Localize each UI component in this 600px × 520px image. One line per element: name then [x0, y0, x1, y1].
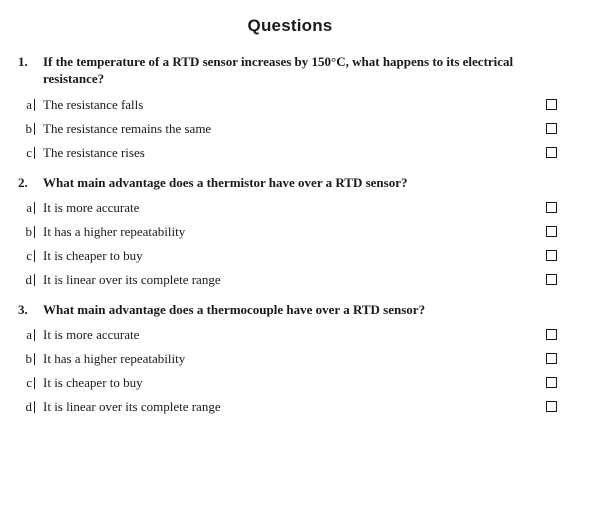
option-letter: d: [25, 272, 32, 287]
option-letter: c: [26, 145, 32, 160]
option-list: [18, 196, 578, 292]
option-letter: b: [25, 224, 32, 239]
question-number: 2.: [18, 175, 28, 190]
option-2a[interactable]: [18, 196, 578, 220]
option-3a[interactable]: [18, 323, 578, 347]
question-3: [18, 301, 578, 419]
question-header: [18, 301, 578, 318]
option-2b[interactable]: [18, 220, 578, 244]
option-2d[interactable]: [18, 268, 578, 292]
option-divider: [34, 377, 35, 389]
answer-checkbox[interactable]: [546, 250, 557, 261]
option-letter: b: [25, 121, 32, 136]
answer-checkbox[interactable]: [546, 226, 557, 237]
option-1c[interactable]: [18, 141, 578, 165]
question-1: [18, 53, 578, 165]
option-2c[interactable]: [18, 244, 578, 268]
option-divider: [34, 274, 35, 286]
answer-checkbox[interactable]: [546, 123, 557, 134]
question-text: What main advantage does a thermistor have over a RTD sensor?: [43, 175, 408, 190]
question-text: If the temperature of a RTD sensor increases by 150°C, what happens to its electrical resistance?: [43, 54, 514, 86]
option-3b[interactable]: [18, 347, 578, 371]
answer-checkbox[interactable]: [546, 353, 557, 364]
question-2: [18, 174, 578, 292]
question-header: [18, 53, 578, 87]
option-list: [18, 93, 578, 165]
option-divider: [34, 202, 35, 214]
option-letter: b: [25, 351, 32, 366]
option-text: It is more accurate: [43, 327, 140, 342]
option-text: The resistance rises: [43, 145, 145, 160]
answer-checkbox[interactable]: [546, 329, 557, 340]
option-letter: c: [26, 248, 32, 263]
question-number: 3.: [18, 302, 28, 317]
option-divider: [34, 329, 35, 341]
option-divider: [34, 250, 35, 262]
option-letter: a: [26, 97, 32, 112]
page-title: Questions: [247, 16, 333, 35]
option-list: [18, 323, 578, 419]
option-text: It has a higher repeatability: [43, 224, 186, 239]
answer-checkbox[interactable]: [546, 147, 557, 158]
question-header: [18, 174, 578, 191]
option-text: The resistance remains the same: [43, 121, 212, 136]
option-divider: [34, 147, 35, 159]
option-3c[interactable]: [18, 371, 578, 395]
option-text: The resistance falls: [43, 97, 144, 112]
option-divider: [34, 226, 35, 238]
option-text: It has a higher repeatability: [43, 351, 186, 366]
option-divider: [34, 123, 35, 135]
option-divider: [34, 99, 35, 111]
option-1b[interactable]: [18, 117, 578, 141]
option-text: It is more accurate: [43, 200, 140, 215]
question-number: 1.: [18, 54, 28, 69]
option-text: It is cheaper to buy: [43, 248, 143, 263]
answer-checkbox[interactable]: [546, 99, 557, 110]
option-letter: a: [26, 327, 32, 342]
option-divider: [34, 353, 35, 365]
answer-checkbox[interactable]: [546, 274, 557, 285]
option-1a[interactable]: [18, 93, 578, 117]
answer-checkbox[interactable]: [546, 202, 557, 213]
option-divider: [34, 401, 35, 413]
answer-checkbox[interactable]: [546, 377, 557, 388]
option-text: It is cheaper to buy: [43, 375, 143, 390]
option-text: It is linear over its complete range: [43, 272, 221, 287]
option-letter: c: [26, 375, 32, 390]
option-text: It is linear over its complete range: [43, 399, 221, 414]
option-letter: a: [26, 200, 32, 215]
question-text: What main advantage does a thermocouple have over a RTD sensor?: [43, 302, 426, 317]
option-letter: d: [25, 399, 32, 414]
answer-checkbox[interactable]: [546, 401, 557, 412]
option-3d[interactable]: [18, 395, 578, 419]
